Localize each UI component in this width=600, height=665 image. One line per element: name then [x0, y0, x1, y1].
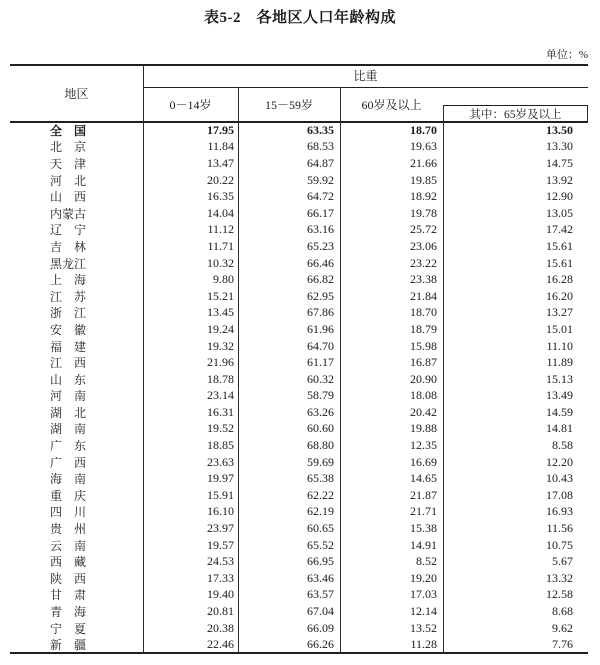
value-cell: 62.19	[307, 504, 334, 519]
value-cell: 8.52	[416, 554, 437, 569]
value-cell: 11.56	[546, 521, 573, 536]
value-cell: 20.90	[410, 371, 437, 386]
value-cell: 12.14	[410, 604, 437, 619]
value-cell: 18.70	[410, 305, 437, 320]
table-row	[10, 636, 588, 653]
value-cell: 14.91	[410, 537, 437, 552]
value-cell: 14.04	[207, 205, 234, 220]
region-cell: 甘 肃	[50, 588, 87, 603]
value-cell: 8.58	[552, 438, 573, 453]
region-cell: 江 苏	[50, 289, 87, 304]
value-cell: 16.87	[410, 355, 437, 370]
value-cell: 22.46	[207, 637, 234, 652]
region-cell: 天 津	[50, 156, 87, 171]
proportion-group-header-cell: 比重	[353, 69, 378, 83]
table-row	[10, 155, 588, 172]
value-cell: 15.38	[410, 521, 437, 536]
table-row	[10, 371, 588, 388]
region-cell: 黑龙江	[50, 256, 87, 271]
table-row	[10, 421, 588, 438]
value-cell: 21.87	[410, 487, 437, 502]
value-cell: 20.81	[207, 604, 234, 619]
value-cell: 23.38	[410, 272, 437, 287]
value-cell: 18.78	[207, 371, 234, 386]
value-cell: 12.35	[410, 438, 437, 453]
value-cell: 11.10	[546, 338, 573, 353]
region-cell: 江 西	[50, 356, 87, 371]
value-cell: 17.03	[410, 587, 437, 602]
value-cell: 60.60	[307, 421, 334, 436]
table-row	[10, 587, 588, 604]
value-cell: 19.78	[410, 205, 437, 220]
value-cell: 13.52	[410, 620, 437, 635]
table-row	[10, 354, 588, 371]
region-cell: 内蒙古	[50, 206, 87, 221]
value-cell: 19.85	[410, 172, 437, 187]
region-header-cell: 地区	[64, 86, 89, 101]
value-cell: 16.35	[207, 189, 234, 204]
table-row	[10, 172, 588, 189]
region-cell: 上 海	[50, 273, 87, 288]
value-cell: 9.80	[213, 272, 234, 287]
value-cell: 66.26	[307, 637, 334, 652]
value-cell: 62.22	[307, 487, 334, 502]
value-cell: 19.20	[410, 570, 437, 585]
value-cell: 14.65	[410, 471, 437, 486]
value-cell: 12.20	[546, 454, 573, 469]
value-cell: 23.63	[207, 454, 234, 469]
region-cell: 河 北	[50, 173, 87, 188]
region-cell: 四 川	[50, 505, 87, 520]
age-60-plus-header-cell: 60岁及以上	[361, 97, 422, 112]
value-cell: 15.61	[546, 238, 573, 253]
value-cell: 20.22	[207, 172, 234, 187]
value-cell: 15.98	[410, 338, 437, 353]
value-cell: 64.72	[307, 189, 334, 204]
region-cell: 广 东	[50, 439, 87, 454]
region-cell: 山 西	[50, 190, 87, 205]
value-cell: 68.53	[307, 139, 334, 154]
value-cell: 19.32	[207, 338, 234, 353]
value-cell: 13.45	[207, 305, 234, 320]
table-row	[10, 271, 588, 288]
unit-label: 单位：%	[545, 49, 588, 61]
table-row	[10, 504, 588, 521]
value-cell: 68.80	[307, 438, 334, 453]
value-cell: 63.26	[307, 404, 334, 419]
table-body	[10, 122, 588, 653]
value-cell: 60.32	[307, 371, 334, 386]
value-cell: 63.57	[307, 587, 334, 602]
region-cell: 广 西	[50, 455, 87, 470]
value-cell: 13.30	[546, 139, 573, 154]
region-cell: 贵 州	[50, 522, 87, 537]
value-cell: 14.75	[546, 155, 573, 170]
value-cell: 21.84	[410, 288, 437, 303]
value-cell: 65.52	[307, 537, 334, 552]
value-cell: 62.95	[307, 288, 334, 303]
table-row	[10, 255, 588, 272]
region-cell: 湖 南	[50, 422, 87, 437]
value-cell: 66.82	[307, 272, 334, 287]
value-cell: 21.96	[207, 355, 234, 370]
age-15-59-header-cell: 15－59岁	[264, 97, 313, 112]
value-cell: 23.97	[207, 521, 234, 536]
value-cell: 17.95	[207, 122, 234, 137]
region-cell: 浙 江	[50, 306, 87, 321]
region-cell: 全 国	[50, 123, 87, 138]
value-cell: 63.16	[307, 222, 334, 237]
table-row	[10, 454, 588, 471]
value-cell: 59.69	[307, 454, 334, 469]
table-row	[10, 470, 588, 487]
page-title: 表5-2 各地区人口年龄构成	[204, 10, 396, 26]
table-row	[10, 305, 588, 322]
value-cell: 19.63	[410, 139, 437, 154]
value-cell: 13.92	[546, 172, 573, 187]
table-row	[10, 404, 588, 421]
value-cell: 65.23	[307, 238, 334, 253]
value-cell: 19.40	[207, 587, 234, 602]
value-cell: 63.46	[307, 570, 334, 585]
table-row	[10, 620, 588, 637]
value-cell: 5.67	[552, 554, 573, 569]
region-cell: 福 建	[50, 339, 87, 354]
value-cell: 8.68	[552, 604, 573, 619]
table-row	[10, 570, 588, 587]
table-row	[10, 321, 588, 338]
value-cell: 10.32	[207, 255, 234, 270]
value-cell: 21.66	[410, 155, 437, 170]
value-cell: 16.28	[546, 272, 573, 287]
value-cell: 15.61	[546, 255, 573, 270]
value-cell: 65.38	[307, 471, 334, 486]
value-cell: 13.32	[546, 570, 573, 585]
value-cell: 21.71	[410, 504, 437, 519]
value-cell: 64.70	[307, 338, 334, 353]
value-cell: 13.49	[546, 388, 573, 403]
region-cell: 湖 北	[50, 405, 87, 420]
table-row	[10, 222, 588, 239]
value-cell: 12.58	[546, 587, 573, 602]
table-row	[10, 388, 588, 405]
table-row	[10, 520, 588, 537]
age-0-14-header-cell: 0－14岁	[169, 97, 212, 112]
table-row	[10, 188, 588, 205]
value-cell: 11.84	[207, 139, 234, 154]
value-cell: 13.05	[546, 205, 573, 220]
region-cell: 青 海	[50, 605, 87, 620]
value-cell: 23.06	[410, 238, 437, 253]
region-cell: 西 藏	[50, 555, 87, 570]
value-cell: 12.90	[546, 189, 573, 204]
table-row	[10, 487, 588, 504]
value-cell: 17.08	[546, 487, 573, 502]
age-65-plus-subheader-cell: 其中：65岁及以上	[469, 108, 562, 121]
table-row	[10, 288, 588, 305]
value-cell: 13.27	[546, 305, 573, 320]
value-cell: 15.91	[207, 487, 234, 502]
value-cell: 15.13	[546, 371, 573, 386]
value-cell: 60.65	[307, 521, 334, 536]
table-row	[10, 139, 588, 156]
table-row	[10, 338, 588, 355]
value-cell: 16.10	[207, 504, 234, 519]
table-row	[10, 603, 588, 620]
value-cell: 17.33	[207, 570, 234, 585]
value-cell: 18.85	[207, 438, 234, 453]
value-cell: 58.79	[307, 388, 334, 403]
value-cell: 67.04	[307, 604, 334, 619]
value-cell: 66.95	[307, 554, 334, 569]
table-row	[10, 122, 588, 139]
value-cell: 20.38	[207, 620, 234, 635]
table-row	[10, 238, 588, 255]
value-cell: 16.20	[546, 288, 573, 303]
value-cell: 11.89	[546, 355, 573, 370]
region-cell: 陕 西	[50, 571, 87, 586]
region-cell: 重 庆	[50, 488, 87, 503]
value-cell: 66.46	[307, 255, 334, 270]
value-cell: 63.35	[307, 122, 334, 137]
region-cell: 山 东	[50, 372, 87, 387]
value-cell: 59.92	[307, 172, 334, 187]
value-cell: 61.96	[307, 321, 334, 336]
value-cell: 19.57	[207, 537, 234, 552]
value-cell: 9.62	[552, 620, 573, 635]
value-cell: 16.31	[207, 404, 234, 419]
value-cell: 17.42	[546, 222, 573, 237]
value-cell: 18.92	[410, 189, 437, 204]
region-cell: 吉 林	[50, 239, 87, 254]
region-cell: 海 南	[50, 472, 87, 487]
value-cell: 16.69	[410, 454, 437, 469]
value-cell: 11.71	[207, 238, 234, 253]
value-cell: 25.72	[410, 222, 437, 237]
value-cell: 15.01	[546, 321, 573, 336]
region-cell: 辽 宁	[50, 223, 87, 238]
value-cell: 23.14	[207, 388, 234, 403]
value-cell: 15.21	[207, 288, 234, 303]
value-cell: 61.17	[307, 355, 334, 370]
value-cell: 20.42	[410, 404, 437, 419]
value-cell: 64.87	[307, 155, 334, 170]
value-cell: 11.12	[207, 222, 234, 237]
value-cell: 14.59	[546, 404, 573, 419]
region-cell: 北 京	[50, 140, 87, 155]
table-row	[10, 537, 588, 554]
value-cell: 10.43	[546, 471, 573, 486]
value-cell: 16.93	[546, 504, 573, 519]
region-cell: 河 南	[50, 389, 87, 404]
table-row	[10, 437, 588, 454]
value-cell: 13.47	[207, 155, 234, 170]
value-cell: 10.75	[546, 537, 573, 552]
value-cell: 18.79	[410, 321, 437, 336]
value-cell: 18.70	[410, 122, 437, 137]
value-cell: 19.88	[410, 421, 437, 436]
value-cell: 13.50	[546, 122, 573, 137]
region-cell: 宁 夏	[50, 621, 87, 636]
value-cell: 67.86	[307, 305, 334, 320]
value-cell: 19.24	[207, 321, 234, 336]
table-row	[10, 553, 588, 570]
value-cell: 11.28	[410, 637, 437, 652]
region-cell: 安 徽	[50, 322, 87, 337]
value-cell: 14.81	[546, 421, 573, 436]
value-cell: 66.17	[307, 205, 334, 220]
value-cell: 23.22	[410, 255, 437, 270]
value-cell: 19.97	[207, 471, 234, 486]
value-cell: 18.08	[410, 388, 437, 403]
value-cell: 7.76	[552, 637, 573, 652]
value-cell: 66.09	[307, 620, 334, 635]
value-cell: 24.53	[207, 554, 234, 569]
region-cell: 云 南	[50, 538, 87, 553]
table-row	[10, 205, 588, 222]
region-cell: 新 疆	[50, 638, 87, 653]
value-cell: 19.52	[207, 421, 234, 436]
